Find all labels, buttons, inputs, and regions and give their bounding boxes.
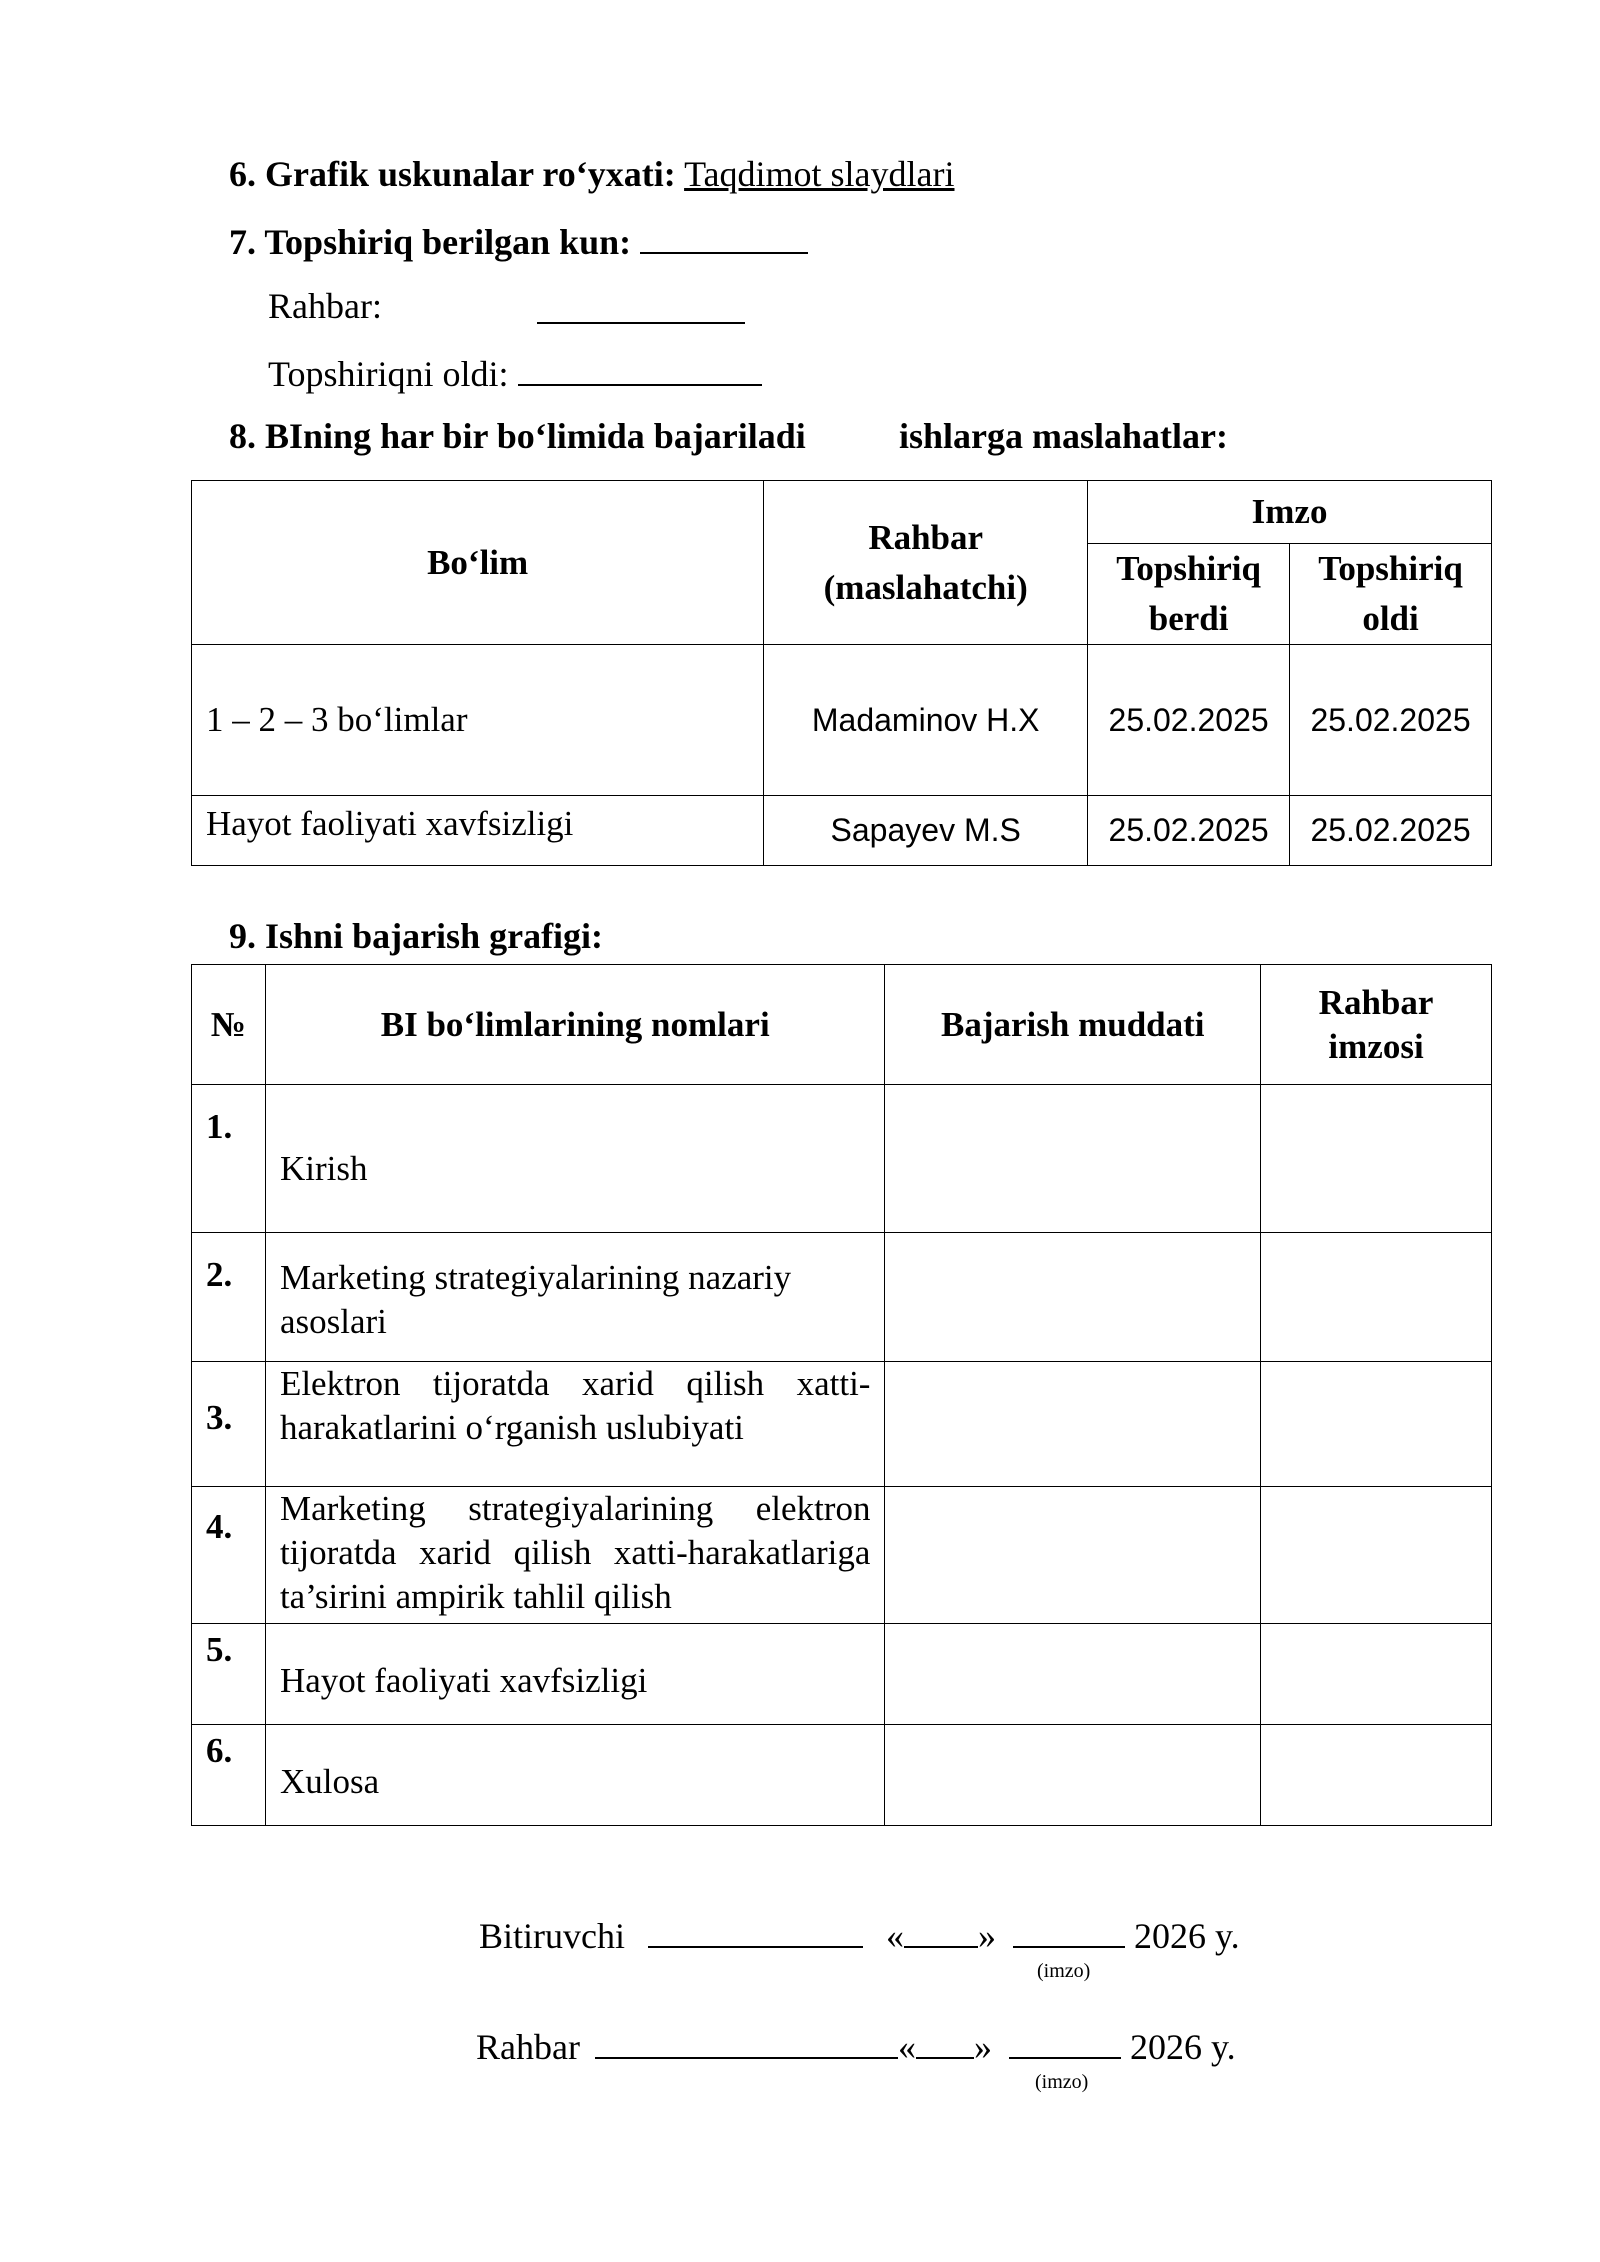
- row-name: Xulosa: [265, 1725, 885, 1826]
- row-number: 1.: [192, 1085, 266, 1233]
- quote-open: «: [897, 2027, 916, 2067]
- row-name: Marketing strategiyalarining elektron tijoratda xarid qilish xatti-harakatlariga ta’sirini ampirik tahlil qilish: [265, 1487, 885, 1624]
- row-number: 3.: [192, 1362, 266, 1487]
- table-row: [192, 1085, 1492, 1233]
- header-signature: Imzo: [1088, 481, 1492, 544]
- graduate-year: 2026 y.: [1134, 1916, 1240, 1956]
- row-advisor: Sapayev M.S: [764, 796, 1088, 866]
- graduate-signature-line: [479, 1912, 1240, 1958]
- quote-close: »: [978, 1916, 996, 1956]
- date-blank: [640, 218, 808, 254]
- supervisor-signature-blank: [595, 2023, 898, 2059]
- received-label: Topshiriqni oldi:: [268, 354, 509, 394]
- row-gave-date: 25.02.2025: [1088, 796, 1290, 866]
- table-row: [192, 1362, 1492, 1487]
- schedule-table: [191, 964, 1492, 1826]
- section-7-label: 7. Topshiriq berilgan kun:: [229, 222, 632, 262]
- row-name: Kirish: [265, 1085, 885, 1233]
- header-gave: Topshiriq berdi: [1088, 544, 1290, 645]
- header-deadline: Bajarish muddati: [885, 965, 1261, 1085]
- section-8-label-part2: ishlarga maslahatlar:: [899, 416, 1228, 456]
- supervisor-month-blank: [1009, 2023, 1121, 2059]
- section-8-label-part1: 8. BIning har bir bo‘limida bajariladi: [229, 416, 806, 456]
- row-name: Hayot faoliyati xavfsizligi: [265, 1624, 885, 1725]
- row-name: Marketing strategiyalarining nazariy asoslari: [265, 1233, 885, 1362]
- row-deadline: [885, 1085, 1261, 1233]
- rahbar-line: [268, 284, 382, 328]
- supervisor-signature-line: [476, 2023, 1236, 2069]
- row-name: Elektron tijoratda xarid qilish xatti-harakatlarini o‘rganish uslubiyati: [265, 1362, 885, 1487]
- graduate-caption: (imzo): [1037, 1960, 1091, 1982]
- section-7-line: [229, 218, 808, 264]
- received-line: [268, 350, 762, 396]
- row-signature: [1261, 1085, 1492, 1233]
- row-number: 2.: [192, 1233, 266, 1362]
- section-9-label: 9. Ishni bajarish grafigi:: [229, 916, 604, 956]
- received-signature-blank: [518, 350, 762, 386]
- row-received-date: 25.02.2025: [1290, 796, 1492, 866]
- supervisor-caption: (imzo): [1035, 2071, 1089, 2093]
- section-9-line: [229, 914, 603, 958]
- table-row: [192, 645, 1492, 796]
- row-section: Hayot faoliyati xavfsizligi: [192, 796, 764, 866]
- row-section: 1 – 2 – 3 bo‘limlar: [192, 645, 764, 796]
- table-row: [192, 1725, 1492, 1826]
- row-deadline: [885, 1624, 1261, 1725]
- row-number: 6.: [192, 1725, 266, 1826]
- section-6-value: Taqdimot slaydlari: [684, 154, 955, 194]
- supervisor-day-blank: [916, 2023, 974, 2059]
- section-6-line: [229, 152, 955, 196]
- header-section: Bo‘lim: [192, 481, 764, 645]
- supervisor-year: 2026 y.: [1129, 2027, 1236, 2067]
- row-deadline: [885, 1725, 1261, 1826]
- header-num: №: [192, 965, 266, 1085]
- header-received: Topshiriq oldi: [1290, 544, 1492, 645]
- row-signature: [1261, 1725, 1492, 1826]
- graduate-day-blank: [904, 1912, 978, 1948]
- advice-table: [191, 480, 1492, 866]
- row-deadline: [885, 1362, 1261, 1487]
- section-8-line: [229, 414, 1228, 458]
- section-6-label: 6. Grafik uskunalar ro‘yxati:: [229, 154, 676, 194]
- table-row: [192, 1624, 1492, 1725]
- table-row: [192, 796, 1492, 866]
- row-number: 4.: [192, 1487, 266, 1624]
- graduate-label: Bitiruvchi: [479, 1916, 625, 1956]
- table-row: [192, 1487, 1492, 1624]
- row-deadline: [885, 1487, 1261, 1624]
- row-gave-date: 25.02.2025: [1088, 645, 1290, 796]
- row-number: 5.: [192, 1624, 266, 1725]
- header-signature: Rahbar imzosi: [1261, 965, 1492, 1085]
- row-signature: [1261, 1362, 1492, 1487]
- row-signature: [1261, 1487, 1492, 1624]
- supervisor-label: Rahbar: [476, 2027, 580, 2067]
- row-signature: [1261, 1233, 1492, 1362]
- row-received-date: 25.02.2025: [1290, 645, 1492, 796]
- row-advisor: Madaminov H.X: [764, 645, 1088, 796]
- quote-close: »: [973, 2027, 992, 2067]
- quote-open: «: [886, 1916, 904, 1956]
- graduate-month-blank: [1013, 1912, 1125, 1948]
- header-advisor: Rahbar (maslahatchi): [764, 481, 1088, 645]
- rahbar-label: Rahbar:: [268, 286, 382, 326]
- rahbar-signature-blank: [537, 288, 745, 324]
- header-name: BI bo‘limlarining nomlari: [265, 965, 885, 1085]
- row-signature: [1261, 1624, 1492, 1725]
- row-deadline: [885, 1233, 1261, 1362]
- graduate-signature-blank: [648, 1912, 863, 1948]
- table-row: [192, 1233, 1492, 1362]
